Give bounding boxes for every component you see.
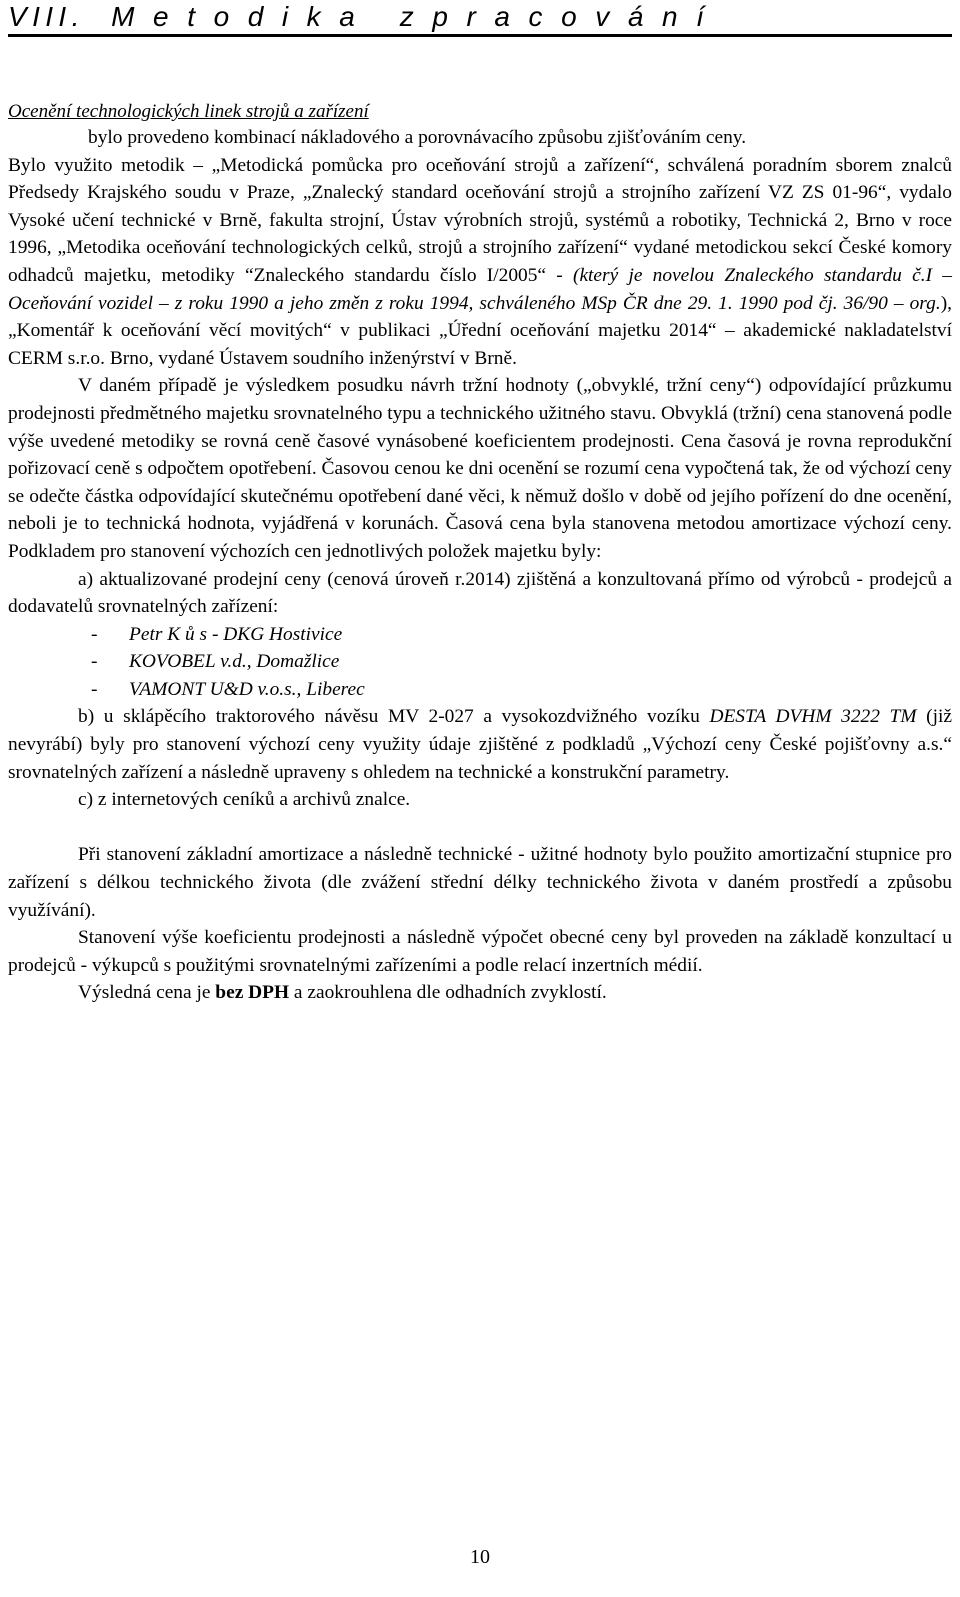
paragraph-methodology (8, 152, 952, 373)
chapter-heading (8, 0, 952, 37)
list-dash: - (91, 651, 98, 673)
section-title: Ocenění technologických linek strojů a zařízení (8, 101, 369, 122)
vat-note-bold: bez DPH (215, 982, 290, 1004)
document-page (8, 0, 952, 1597)
supplier-list (8, 621, 952, 704)
list-dash: - (91, 623, 98, 645)
paragraph-market-value: V daném případě je výsledkem posudku návrh tržní hodnoty („obvyklé, tržní ceny“) odpovídající průzkumu prodejnosti předmětného majetku srovnatelného typu a technického užitného stavu. Obvyklá (tržní) cena stanovená podle výše uvedené metodiky se rovná ceně časové vynásobené koeficientem prodejnosti. Cena časová je rovna reprodukční pořizovací ceně s odpočtem opotřebení. Časovou cenou ke dni ocenění se rozumí cena vypočtená tak, že od výchozí ceny se odečte částka odpovídající skutečnému opotřebení dané věci, k němuž došlo v době od jejího pořízení do dne ocenění, neboli je to technická hodnota, vyjádřená v korunách. Časová cena byla stanovena metodou amortizace výchozí ceny. Podkladem pro stanovení výchozích cen jednotlivých položek majetku byly: (8, 375, 952, 562)
supplier-name: KOVOBEL v.d., Domažlice (129, 651, 340, 673)
paragraph-amortization: Při stanovení základní amortizace a následně technické - užitné hodnoty bylo použito amortizační stupnice pro zařízení s délkou technického života (dle zvážení střední délky technického života v daném prostředí a způsobu využívání). (8, 844, 952, 921)
item-b-italic: DESTA DVHM 3222 TM (709, 706, 917, 728)
item-b-text-end: (již nevyrábí) byly pro stanovení výchozí ceny využity údaje zjištěné z podkladů „Výchozí ceny České pojišťovny a.s.“ srovnatelných zařízení a následně upraveny s ohledem na technické a konstrukční parametry. (8, 706, 952, 783)
paragraph-methodology-intro: bylo provedeno kombinací nákladového a porovnávacího způsobu zjišťováním ceny. (88, 127, 747, 148)
document-body (8, 124, 952, 1007)
spacer (8, 814, 952, 842)
item-b (8, 703, 952, 786)
methodology-text: Bylo využito metodik – „Metodická pomůcka pro oceňování strojů a zařízení“, schválená poradním sborem znalců Předsedy Krajského soudu v Praze, „Znalecký standard oceňování strojů a strojního zařízení VZ ZS 01-96“, vydalo Vysoké učení technické v Brně, fakulta strojní, Ústav výrobních strojů, systémů a robotiky, Technická 2, Brno v roce 1996, „Metodika oceňování technologických celků, strojů a strojního zařízení“ vydané metodickou sekcí České komory odhadců majetku, metodiky “Znaleckého standardu číslo I/2005“ - (8, 154, 952, 286)
chapter-title: M e t o d i k a z p r a c o v á n í (111, 1, 710, 32)
methodology-text-end: ), „Komentář k oceňování věcí movitých“ v publikaci „Úřední oceňování majetku 2014“ – akademické nakladatelství CERM s.r.o. Brno, vydané Ústavem soudního inženýrství v Brně. (8, 292, 952, 369)
supplier-name: Petr K ů s - DKG Hostivice (129, 623, 343, 645)
page-number: 10 (470, 1546, 490, 1568)
paragraph-vat-note (8, 979, 952, 1007)
vat-note-text-end: a zaokrouhlena dle odhadních zvyklostí. (289, 982, 607, 1004)
list-item (8, 648, 952, 676)
vat-note-text: Výsledná cena je (78, 982, 216, 1004)
paragraph-coefficient: Stanovení výše koeficientu prodejnosti a následně výpočet obecné ceny byl proveden na základě konzultací u prodejců - výkupců s použitými srovnatelnými zařízeními a podle relací inzertních médií. (8, 927, 952, 976)
list-item (8, 676, 952, 704)
methodology-italic-note: (který je novelou Znaleckého standardu č.I – Oceňování vozidel – z roku 1990 a jeho změn z roku 1994, schváleného MSp ČR dne 29. 1. 1990 pod čj. 36/90 – org. (8, 264, 952, 314)
list-item (8, 621, 952, 649)
item-a: a) aktualizované prodejní ceny (cenová úroveň r.2014) zjištěná a konzultovaná přímo od výrobců - prodejců a dodavatelů srovnatelných zařízení: (8, 568, 952, 618)
item-b-text: b) u sklápěcího traktorového návěsu MV 2-027 a vysokozdvižného vozíku (78, 706, 710, 728)
item-c: c) z internetových ceníků a archivů znalce. (78, 789, 411, 811)
chapter-number: VIII. (8, 1, 85, 32)
list-dash: - (91, 678, 98, 700)
supplier-name: VAMONT U&D v.o.s., Liberec (129, 678, 365, 700)
